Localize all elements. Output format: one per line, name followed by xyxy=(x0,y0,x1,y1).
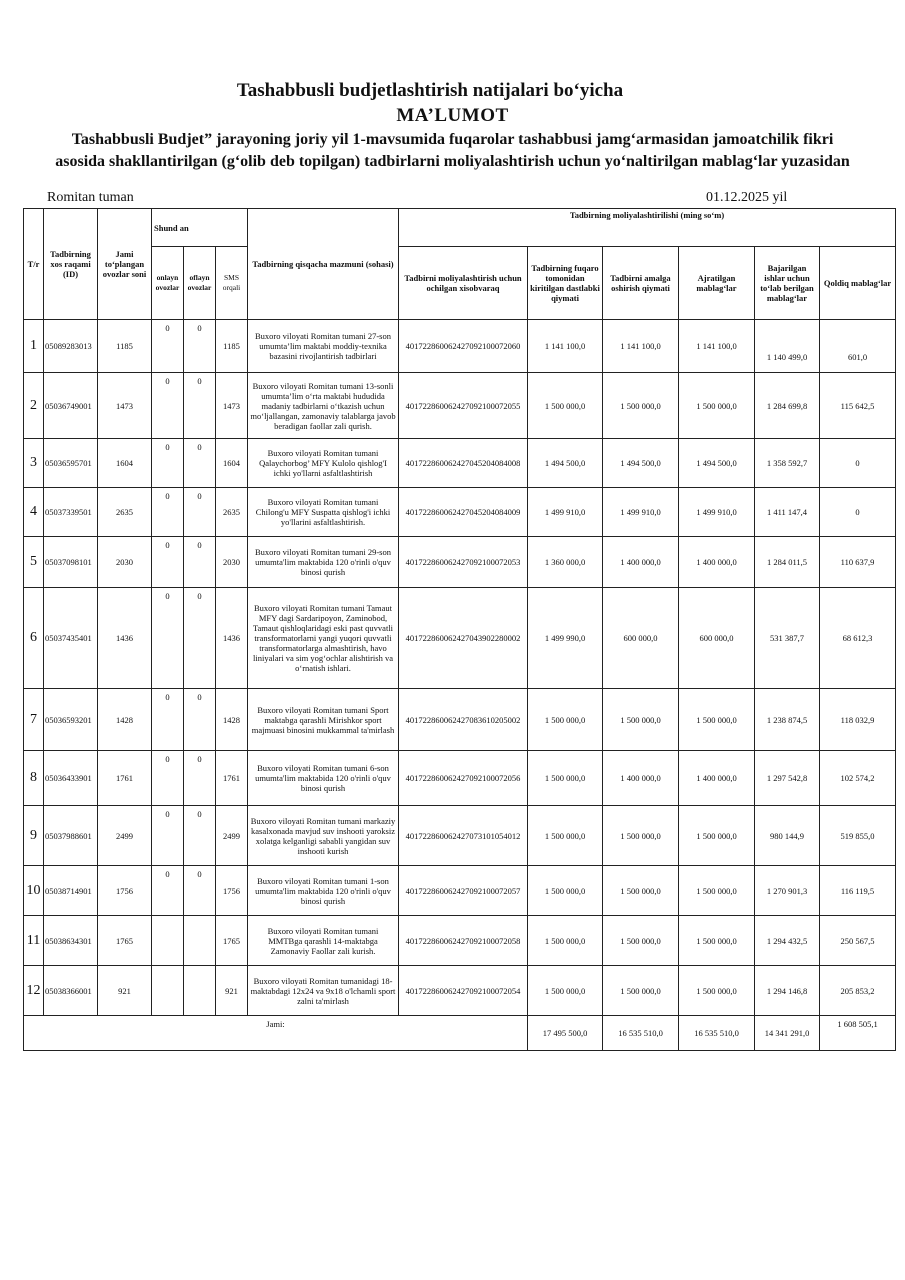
row-remaining: 519 855,0 xyxy=(820,806,896,866)
row-initial-value: 1 360 000,0 xyxy=(528,537,603,588)
col-header-initial: Tadbirning fuqaro tomonidan kiritilgan dastlabki qiymati xyxy=(528,247,603,320)
row-votes: 1436 xyxy=(98,588,152,689)
row-id: 05038366001 xyxy=(44,966,98,1016)
col-header-tr: T/r xyxy=(24,209,44,320)
row-votes: 2030 xyxy=(98,537,152,588)
totals-label: Jami: xyxy=(24,1016,528,1051)
row-paid: 1 411 147,4 xyxy=(755,488,820,537)
row-remaining: 102 574,2 xyxy=(820,751,896,806)
row-implementation-value: 1 500 000,0 xyxy=(603,806,679,866)
row-description: Buxoro viloyati Romitan tumani markaziy kasalxonada mavjud suv inshooti yaroksiz xolatga kelganligi sababli yangidan suv inshooti kurish xyxy=(248,806,399,866)
total-remaining: 1 608 505,1 xyxy=(820,1016,896,1051)
row-sms-votes: 1473 xyxy=(216,373,248,439)
row-online-votes: 0 xyxy=(152,866,184,916)
row-remaining: 118 032,9 xyxy=(820,689,896,751)
row-sms-votes: 2030 xyxy=(216,537,248,588)
row-initial-value: 1 500 000,0 xyxy=(528,689,603,751)
row-id: 05038634301 xyxy=(44,916,98,966)
row-implementation-value: 1 400 000,0 xyxy=(603,537,679,588)
row-sms-votes: 1765 xyxy=(216,916,248,966)
row-paid: 1 238 874,5 xyxy=(755,689,820,751)
row-description: Buxoro viloyati Romitan tumani Qalaychorbog’ MFY Kulolo qishlog'I ichki yo'llarni asfaltlashtirish xyxy=(248,439,399,488)
col-header-sms: SMS orqali xyxy=(216,247,248,320)
row-account: 401722860062427092100072056 xyxy=(399,751,528,806)
row-offline-votes: 0 xyxy=(184,689,216,751)
row-allocated: 1 500 000,0 xyxy=(679,689,755,751)
row-sms-votes: 1756 xyxy=(216,866,248,916)
row-id: 05036593201 xyxy=(44,689,98,751)
row-allocated: 1 500 000,0 xyxy=(679,966,755,1016)
row-paid: 1 270 901,3 xyxy=(755,866,820,916)
table-row xyxy=(24,751,896,806)
row-votes: 921 xyxy=(98,966,152,1016)
col-header-offline: oflayn ovozlar xyxy=(184,247,216,320)
row-sms-votes: 921 xyxy=(216,966,248,1016)
totals-row xyxy=(24,1016,896,1051)
row-sms-votes: 2499 xyxy=(216,806,248,866)
row-number: 5 xyxy=(24,537,44,588)
document-subtitle: Tashabbusli Budjet” jarayoning joriy yil 1-mavsumida fuqarolar tashabbusi jamg‘armasidan jamoatchilik fikri asosida shakllantirilgan (g‘olib deb topilgan) tadbirlarni moliyalashtirish uchun yo‘naltirilgan mablag‘lar yuzasidan xyxy=(55,131,850,170)
row-allocated: 1 499 910,0 xyxy=(679,488,755,537)
row-paid: 1 358 592,7 xyxy=(755,439,820,488)
row-account: 401722860062427083610205002 xyxy=(399,689,528,751)
row-offline-votes: 0 xyxy=(184,537,216,588)
row-allocated: 1 500 000,0 xyxy=(679,806,755,866)
row-initial-value: 1 500 000,0 xyxy=(528,751,603,806)
total-paid: 14 341 291,0 xyxy=(755,1016,820,1051)
col-header-increase: Tadbirni amalga oshirish qiymati xyxy=(603,247,679,320)
row-number: 2 xyxy=(24,373,44,439)
row-implementation-value: 1 500 000,0 xyxy=(603,966,679,1016)
row-account: 401722860062427092100072057 xyxy=(399,866,528,916)
col-header-online: onlayn ovozlar xyxy=(152,247,184,320)
row-implementation-value: 1 500 000,0 xyxy=(603,916,679,966)
table-row xyxy=(24,588,896,689)
total-increase: 16 535 510,0 xyxy=(603,1016,679,1051)
row-sms-votes: 2635 xyxy=(216,488,248,537)
row-online-votes: 0 xyxy=(152,689,184,751)
row-number: 6 xyxy=(24,588,44,689)
row-id: 05036749001 xyxy=(44,373,98,439)
row-description: Buxoro viloyati Romitan tumani MMTBga qarashli 14-maktabga Zamonaviy Faollar zali kurish. xyxy=(248,916,399,966)
row-online-votes: 0 xyxy=(152,488,184,537)
row-number: 10 xyxy=(24,866,44,916)
table-row xyxy=(24,488,896,537)
row-implementation-value: 1 500 000,0 xyxy=(603,373,679,439)
row-implementation-value: 1 500 000,0 xyxy=(603,689,679,751)
table-row xyxy=(24,320,896,373)
col-header-financing: Tadbirning moliyalashtirilishi (ming so‘m) xyxy=(399,209,896,247)
row-initial-value: 1 499 990,0 xyxy=(528,588,603,689)
row-offline-votes xyxy=(184,966,216,1016)
row-online-votes: 0 xyxy=(152,751,184,806)
col-header-votes: Jami to‘plangan ovozlar soni xyxy=(98,209,152,320)
document-heading: MA’LUMOT xyxy=(396,105,509,126)
row-online-votes: 0 xyxy=(152,588,184,689)
row-offline-votes: 0 xyxy=(184,488,216,537)
row-offline-votes: 0 xyxy=(184,320,216,373)
row-offline-votes: 0 xyxy=(184,806,216,866)
row-initial-value: 1 141 100,0 xyxy=(528,320,603,373)
row-implementation-value: 600 000,0 xyxy=(603,588,679,689)
row-online-votes: 0 xyxy=(152,320,184,373)
row-account: 401722860062427092100072058 xyxy=(399,916,528,966)
row-allocated: 1 500 000,0 xyxy=(679,916,755,966)
row-sms-votes: 1428 xyxy=(216,689,248,751)
row-initial-value: 1 500 000,0 xyxy=(528,373,603,439)
row-initial-value: 1 500 000,0 xyxy=(528,806,603,866)
row-id: 05089283013 xyxy=(44,320,98,373)
row-remaining: 601,0 xyxy=(820,320,896,373)
row-initial-value: 1 494 500,0 xyxy=(528,439,603,488)
col-header-remaining: Qoldiq mablag‘lar xyxy=(820,247,896,320)
row-account: 401722860062427092100072055 xyxy=(399,373,528,439)
row-initial-value: 1 499 910,0 xyxy=(528,488,603,537)
row-number: 11 xyxy=(24,916,44,966)
row-account: 401722860062427045204084008 xyxy=(399,439,528,488)
row-online-votes: 0 xyxy=(152,806,184,866)
row-votes: 2635 xyxy=(98,488,152,537)
col-header-id: Tadbirning xos raqami (ID) xyxy=(44,209,98,320)
row-number: 3 xyxy=(24,439,44,488)
row-number: 8 xyxy=(24,751,44,806)
row-implementation-value: 1 499 910,0 xyxy=(603,488,679,537)
col-header-shundan: Shund an xyxy=(152,209,248,247)
table-row xyxy=(24,966,896,1016)
table-row xyxy=(24,866,896,916)
row-remaining: 205 853,2 xyxy=(820,966,896,1016)
row-remaining: 0 xyxy=(820,439,896,488)
row-paid: 1 297 542,8 xyxy=(755,751,820,806)
row-implementation-value: 1 400 000,0 xyxy=(603,751,679,806)
total-allocated: 16 535 510,0 xyxy=(679,1016,755,1051)
row-account: 401722860062427043902280002 xyxy=(399,588,528,689)
row-votes: 1761 xyxy=(98,751,152,806)
row-initial-value: 1 500 000,0 xyxy=(528,916,603,966)
row-sms-votes: 1761 xyxy=(216,751,248,806)
report-date: 01.12.2025 yil xyxy=(706,190,788,205)
document-title: Tashabbusli budjetlashtirish natijalari bo‘yicha xyxy=(236,80,624,101)
row-votes: 1428 xyxy=(98,689,152,751)
row-number: 12 xyxy=(24,966,44,1016)
row-allocated: 1 400 000,0 xyxy=(679,537,755,588)
row-offline-votes xyxy=(184,916,216,966)
col-header-account: Tadbirni moliyalashtirish uchun ochilgan xisobvaraq xyxy=(399,247,528,320)
row-votes: 1185 xyxy=(98,320,152,373)
row-number: 9 xyxy=(24,806,44,866)
row-online-votes: 0 xyxy=(152,439,184,488)
row-paid: 1 284 011,5 xyxy=(755,537,820,588)
row-description: Buxoro viloyati Romitan tumani Tamaut MFY dagi Sardaripoyon, Zaminobod, Tamaut qishloqlaridagi eski past quvvatli transformatorlarni yangi yuqori quvvatli transformatorlarga almashtirish, havo liniyalari va sim yog‘ochlar alishtirish va o‘rnatish ishlari. xyxy=(248,588,399,689)
row-sms-votes: 1604 xyxy=(216,439,248,488)
row-online-votes xyxy=(152,966,184,1016)
row-paid: 531 387,7 xyxy=(755,588,820,689)
row-paid: 980 144,9 xyxy=(755,806,820,866)
row-id: 05037435401 xyxy=(44,588,98,689)
row-offline-votes: 0 xyxy=(184,751,216,806)
row-account: 401722860062427092100072054 xyxy=(399,966,528,1016)
row-implementation-value: 1 500 000,0 xyxy=(603,866,679,916)
table-body xyxy=(24,320,896,1016)
row-initial-value: 1 500 000,0 xyxy=(528,866,603,916)
table-row xyxy=(24,537,896,588)
row-account: 40172286006242709210007206​0 xyxy=(399,320,528,373)
row-id: 05037339501 xyxy=(44,488,98,537)
row-description: Buxoro viloyati Romitan tumani 13-sonli umumta’lim o‘rta maktabi hududida madaniy tadbirlarni o‘tkazish uchun mo‘ljallangan, zamonaviy talablarga javob beradigan faollar zali qurish. xyxy=(248,373,399,439)
row-allocated: 1 494 500,0 xyxy=(679,439,755,488)
row-number: 4 xyxy=(24,488,44,537)
row-remaining: 110 637,9 xyxy=(820,537,896,588)
row-id: 05037988601 xyxy=(44,806,98,866)
row-allocated: 1 400 000,0 xyxy=(679,751,755,806)
table-row xyxy=(24,439,896,488)
row-account: 401722860062427073101054012 xyxy=(399,806,528,866)
row-description: Buxoro viloyati Romitan tumani 6-son umumta'lim maktabida 120 o'rinli o'quv binosi qurish xyxy=(248,751,399,806)
row-number: 7 xyxy=(24,689,44,751)
row-description: Buxoro viloyati Romitan tumani 27-son umumta’lim maktabi moddiy-texnika bazasini rivojlantirish tadbirlari xyxy=(248,320,399,373)
row-offline-votes: 0 xyxy=(184,439,216,488)
table-row xyxy=(24,806,896,866)
row-offline-votes: 0 xyxy=(184,373,216,439)
row-account: 401722860062427092100072053 xyxy=(399,537,528,588)
row-paid: 1 284 699,8 xyxy=(755,373,820,439)
row-description: Buxoro viloyati Romitan tumani 29-son umumta'lim maktabida 120 o'rinli o'quv binosi qurish xyxy=(248,537,399,588)
table-row xyxy=(24,373,896,439)
row-description: Buxoro viloyati Romitan tumani Sport maktabga qarashli Mirishkor sport majmuasi binosini mukkammal ta'mirlash xyxy=(248,689,399,751)
row-account: 401722860062427045204084009 xyxy=(399,488,528,537)
row-number: 1 xyxy=(24,320,44,373)
row-id: 05036595701 xyxy=(44,439,98,488)
total-initial: 17 495 500,0 xyxy=(528,1016,603,1051)
row-paid: 1 140 499,0 xyxy=(755,320,820,373)
row-online-votes: 0 xyxy=(152,373,184,439)
row-allocated: 1 141 100,0 xyxy=(679,320,755,373)
row-allocated: 1 500 000,0 xyxy=(679,373,755,439)
row-votes: 1756 xyxy=(98,866,152,916)
col-header-summary: Tadbirning qisqacha mazmuni (sohasi) xyxy=(248,209,399,320)
row-paid: 1 294 146,8 xyxy=(755,966,820,1016)
row-votes: 1473 xyxy=(98,373,152,439)
row-votes: 1765 xyxy=(98,916,152,966)
row-votes: 1604 xyxy=(98,439,152,488)
table-row xyxy=(24,689,896,751)
row-id: 05038714901 xyxy=(44,866,98,916)
row-sms-votes: 1436 xyxy=(216,588,248,689)
row-remaining: 0 xyxy=(820,488,896,537)
row-id: 05037098101 xyxy=(44,537,98,588)
row-remaining: 116 119,5 xyxy=(820,866,896,916)
row-description: Buxoro viloyati Romitan tumanidagi 18-maktabdagi 12x24 va 9x18 o'lchamli sport zalni ta'mirlash xyxy=(248,966,399,1016)
row-allocated: 600 000,0 xyxy=(679,588,755,689)
row-initial-value: 1 500 000,0 xyxy=(528,966,603,1016)
row-paid: 1 294 432,5 xyxy=(755,916,820,966)
district-label: Romitan tuman xyxy=(47,190,134,205)
row-id: 05036433901 xyxy=(44,751,98,806)
col-header-allocated: Ajratilgan mablag‘lar xyxy=(679,247,755,320)
row-remaining: 115 642,5 xyxy=(820,373,896,439)
row-sms-votes: 1185 xyxy=(216,320,248,373)
row-implementation-value: 1 494 500,0 xyxy=(603,439,679,488)
row-allocated: 1 500 000,0 xyxy=(679,866,755,916)
row-online-votes xyxy=(152,916,184,966)
row-votes: 2499 xyxy=(98,806,152,866)
financing-table xyxy=(23,208,896,1051)
row-online-votes: 0 xyxy=(152,537,184,588)
row-description: Buxoro viloyati Romitan tumani 1-son umumta'lim maktabida 120 o'rinli o'quv binosi qurish xyxy=(248,866,399,916)
row-offline-votes: 0 xyxy=(184,866,216,916)
col-header-paid: Bajarilgan ishlar uchun to‘lab berilgan mablag‘lar xyxy=(755,247,820,320)
row-implementation-value: 1 141 100,0 xyxy=(603,320,679,373)
table-row xyxy=(24,916,896,966)
row-remaining: 68 612,3 xyxy=(820,588,896,689)
row-offline-votes: 0 xyxy=(184,588,216,689)
row-remaining: 250 567,5 xyxy=(820,916,896,966)
row-description: Buxoro viloyati Romitan tumani Chilong'u MFY Suspatta qishlog'i ichki yo'llarini asfaltlashtirish. xyxy=(248,488,399,537)
